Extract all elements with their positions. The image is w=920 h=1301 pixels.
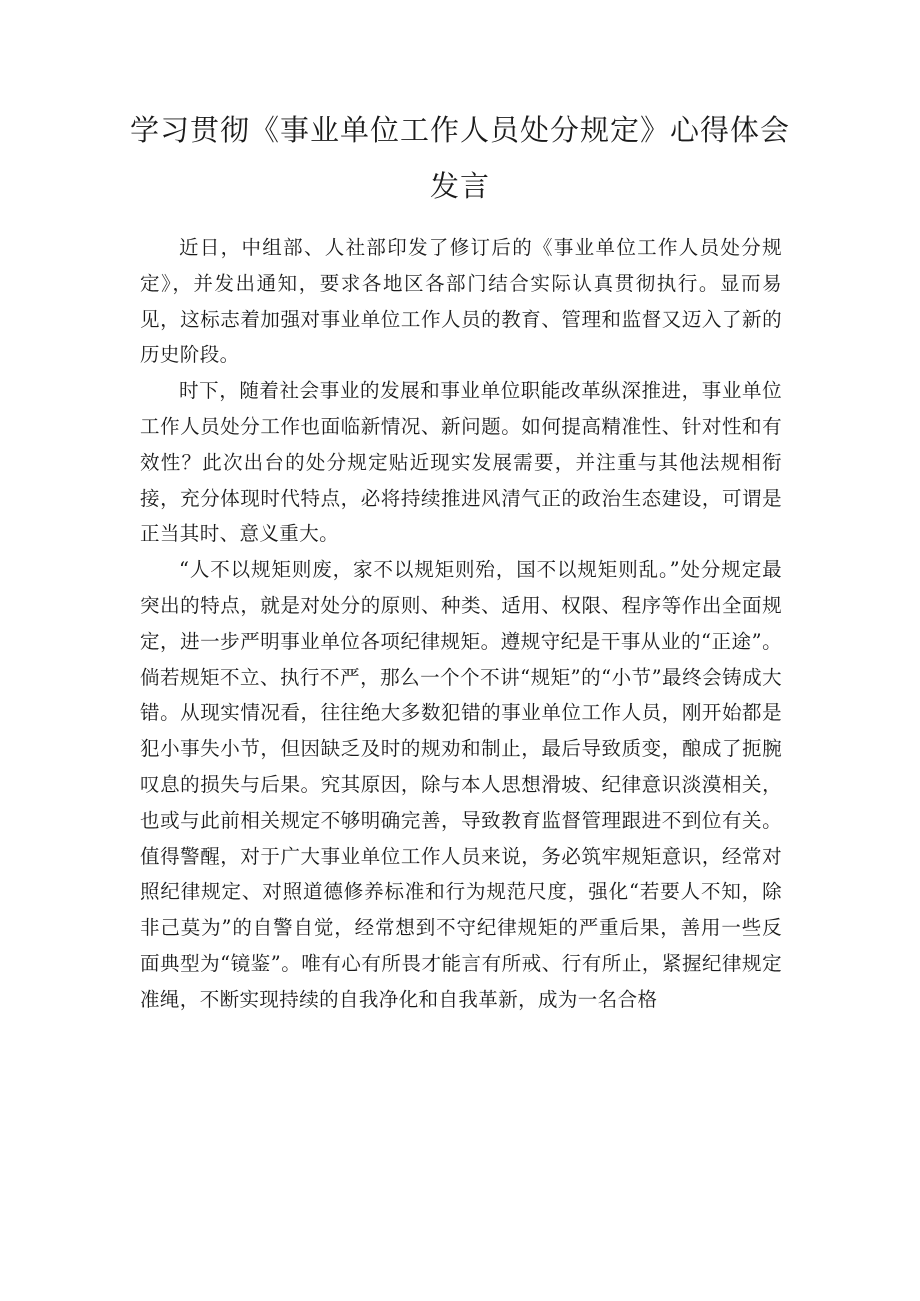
document-title: 学习贯彻《事业单位工作人员处分规定》心得体会发言	[130, 113, 791, 203]
document-body	[140, 230, 782, 1018]
paragraph-3: “人不以规矩则废，家不以规矩则殆，国不以规矩则乱。”处分规定最突出的特点，就是对处分的原则、种类、适用、权限、程序等作出全面规定，进一步严明事业单位各项纪律规矩。遵规守纪是干事从业的“正途”。倘若规矩不立、执行不严，那么一个个不讲“规矩”的“小节”最终会铸成大错。从现实情况看，往往绝大多数犯错的事业单位工作人员，刚开始都是犯小事失小节，但因缺乏及时的规劝和制止，最后导致质变，酿成了扼腕叹息的损失与后果。究其原因，除与本人思想滑坡、纪律意识淡漠相关，也或与此前相关规定不够明确完善，导致教育监督管理跟进不到位有关。值得警醒，对于广大事业单位工作人员来说，务必筑牢规矩意识，经常对照纪律规定、对照道德修养标准和行为规范尺度，强化“若要人不知，除非己莫为”的自警自觉，经常想到不守纪律规矩的严重后果，善用一些反面典型为“镜鉴”。唯有心有所畏才能言有所戒、行有所止，紧握纪律规定准绳，不断实现持续的自我净化和自我革新，成为一名合格	[140, 558, 782, 1011]
paragraph-2: 时下，随着社会事业的发展和事业单位职能改革纵深推进，事业单位工作人员处分工作也面临新情况、新问题。如何提高精准性、针对性和有效性？此次出台的处分规定贴近现实发展需要，并注重与其他法规相衔接，充分体现时代特点，必将持续推进风清气正的政治生态建设，可谓是正当其时、意义重大。	[140, 379, 782, 546]
paragraph-1: 近日，中组部、人社部印发了修订后的《事业单位工作人员处分规定》，并发出通知，要求各地区各部门结合实际认真贯彻执行。显而易见，这标志着加强对事业单位工作人员的教育、管理和监督又迈入了新的历史阶段。	[140, 236, 782, 367]
